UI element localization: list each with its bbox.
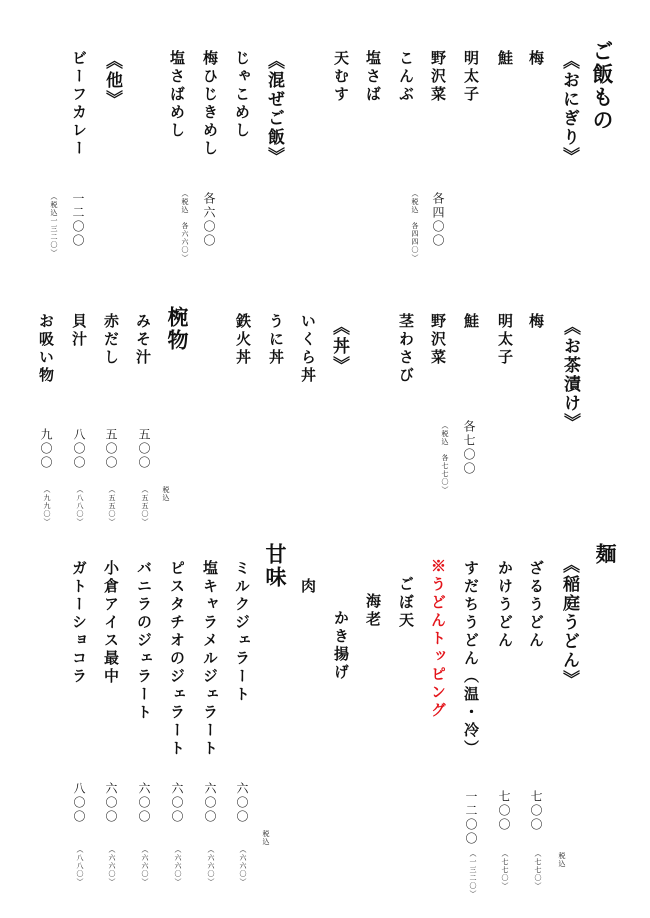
wanmono-item: 赤だし: [102, 313, 120, 367]
sweets-title: 甘味: [263, 543, 288, 589]
udon-tax: （七七〇）: [534, 850, 542, 890]
sweets-price: 六〇〇: [170, 782, 184, 824]
topping-item: ごぼ天: [397, 576, 415, 630]
onigiri-tax: （税込 各四四〇）: [411, 190, 419, 262]
wanmono-title: 椀物: [165, 306, 190, 352]
wanmono-price: 五〇〇: [137, 428, 151, 470]
sweets-item: ガトーショコラ: [70, 560, 88, 686]
udon-tax: （一三二〇）: [469, 850, 477, 898]
mazegohan-item: 梅ひじきめし: [201, 50, 219, 158]
udon-tax: （七七〇）: [501, 850, 509, 890]
mazegohan-item: 塩さばめし: [168, 50, 186, 140]
udon-item: ざるうどん: [527, 560, 545, 650]
onigiri-item: 塩さば: [364, 50, 382, 104]
mazegohan-tax: （税込 各六六〇）: [181, 190, 189, 262]
udon-item: すだちうどん（温・冷）: [462, 560, 480, 758]
sweets-item: バニラのジェラート: [135, 560, 153, 722]
sweets-tax: （六六〇）: [108, 846, 116, 886]
sweets-price: 六〇〇: [137, 782, 151, 824]
onigiri-item: 天むす: [332, 50, 350, 104]
sweets-tax: （六六〇）: [207, 846, 215, 886]
sweets-tax-label: 税込: [262, 830, 270, 846]
other-item: ビーフカレー: [70, 50, 88, 158]
wanmono-tax: （五五〇）: [141, 486, 149, 526]
onigiri-item: 明太子: [462, 50, 480, 104]
sweets-tax: （六六〇）: [141, 846, 149, 886]
sweets-tax: （六六〇）: [174, 846, 182, 886]
wanmono-tax: （五五〇）: [108, 486, 116, 526]
noodles-title: 麺: [593, 543, 618, 566]
udon-heading: 《稲庭うどん》: [559, 556, 579, 689]
don-item: いくら丼: [299, 313, 317, 385]
other-price: 一二〇〇: [71, 192, 85, 248]
sweets-price: 六〇〇: [203, 782, 217, 824]
onigiri-item: 梅: [527, 50, 545, 68]
onigiri-item: 鮭: [496, 50, 514, 68]
sweets-price: 八〇〇: [72, 782, 86, 824]
sweets-price: 六〇〇: [235, 782, 249, 824]
other-tax: （税込一三二〇）: [50, 193, 58, 257]
wanmono-item: 貝汁: [70, 313, 88, 349]
sweets-item: ピスタチオのジェラート: [168, 560, 186, 758]
onigiri-item: 野沢菜: [429, 50, 447, 104]
don-item: 鉄火丼: [234, 313, 252, 367]
wanmono-price: 九〇〇: [39, 428, 53, 470]
ochazuke-item: 鮭: [462, 313, 480, 331]
wanmono-tax-label: 税込: [162, 486, 170, 502]
udon-topping-heading: ※うどんトッピング: [429, 558, 447, 720]
ochazuke-item: 明太子: [496, 313, 514, 367]
mazegohan-heading: 《混ぜご飯》: [264, 52, 284, 166]
wanmono-tax: （八八〇）: [76, 486, 84, 526]
noodles-tax-label: 税込: [558, 852, 566, 868]
sweets-item: 小倉アイス最中: [102, 560, 120, 686]
sweets-price: 六〇〇: [104, 782, 118, 824]
sweets-item: 塩キャラメルジェラート: [201, 560, 219, 758]
sweets-item: ミルクジェラート: [233, 560, 251, 704]
onigiri-item: こんぶ: [397, 50, 415, 104]
other-heading: 《他》: [102, 52, 122, 109]
sweets-tax: （六六〇）: [239, 846, 247, 886]
ochazuke-heading: 《お茶漬け》: [560, 318, 580, 432]
sweets-tax: （八八〇）: [76, 846, 84, 886]
mazegohan-item: じゃこめし: [233, 50, 251, 140]
udon-price: 七〇〇: [497, 790, 511, 832]
wanmono-tax: （九九〇）: [43, 486, 51, 526]
topping-item: 海老: [364, 593, 382, 629]
ochazuke-item: 茎わさび: [397, 313, 415, 385]
rice-title: ご飯もの: [590, 40, 615, 132]
udon-item: かけうどん: [496, 560, 514, 650]
wanmono-item: みそ汁: [134, 313, 152, 367]
ochazuke-tax: （税込 各七七〇）: [441, 422, 449, 494]
onigiri-price: 各四〇〇: [431, 192, 445, 248]
don-heading: 《丼》: [329, 318, 349, 375]
don-item: うに丼: [267, 313, 285, 367]
wanmono-price: 五〇〇: [104, 428, 118, 470]
topping-item: 肉: [299, 578, 317, 596]
mazegohan-price: 各六〇〇: [202, 192, 216, 248]
ochazuke-price: 各七〇〇: [462, 420, 476, 476]
wanmono-item: お吸い物: [37, 313, 55, 385]
udon-price: 七〇〇: [529, 790, 543, 832]
ochazuke-item: 野沢菜: [429, 313, 447, 367]
topping-item: かき揚げ: [332, 610, 350, 682]
wanmono-price: 八〇〇: [72, 428, 86, 470]
onigiri-heading: 《おにぎり》: [559, 52, 579, 166]
udon-price: 一二〇〇: [464, 790, 478, 846]
ochazuke-item: 梅: [527, 313, 545, 331]
